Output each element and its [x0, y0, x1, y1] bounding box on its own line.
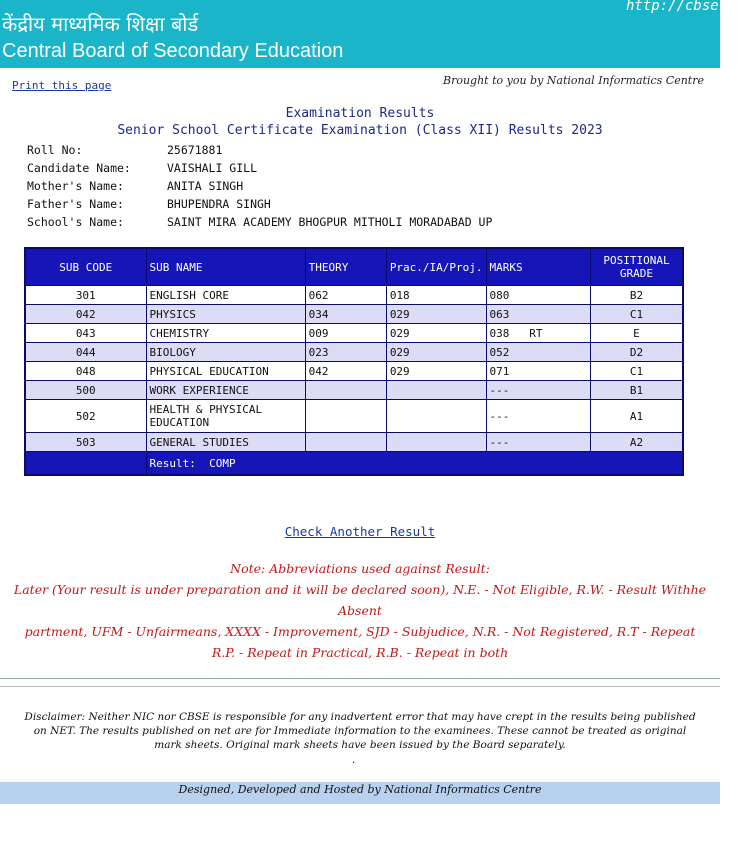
info-label: Mother's Name: [27, 179, 124, 193]
result-text: Result: COMP [146, 452, 683, 476]
marks-table [24, 247, 684, 476]
theory: 062 [305, 286, 386, 305]
note-line: Later (Your result is under preparation and it will be declared soon), N.E. - Not Eligible, R.W. - Result Withhe [13, 582, 707, 597]
prac [386, 381, 486, 400]
table-row [25, 305, 683, 324]
marks: --- [486, 381, 590, 400]
sub-code: 042 [25, 305, 146, 324]
theory [305, 381, 386, 400]
theory: 009 [305, 324, 386, 343]
info-row-school [27, 215, 492, 233]
table-row [25, 400, 683, 433]
abbreviations-note [0, 558, 740, 663]
disclaimer-text: Disclaimer: Neither NIC nor CBSE is responsible for any inadvertent error that may have crept in the results being published on NET. The results published on net are for Immediate information to the examinees. These cannot be treated as original mark sheets. Original mark sheets have been issued by the Board separately. [24, 711, 696, 751]
grade: E [590, 324, 683, 343]
sub-code: 043 [25, 324, 146, 343]
sub-name: WORK EXPERIENCE [146, 381, 305, 400]
result-row [25, 452, 683, 476]
prac: 029 [386, 324, 486, 343]
theory: 034 [305, 305, 386, 324]
prac: 029 [386, 362, 486, 381]
info-label: Roll No: [27, 143, 83, 157]
site-header [0, 0, 752, 68]
grade: C1 [590, 362, 683, 381]
info-value: VAISHALI GILL [167, 161, 258, 175]
sub-code: 048 [25, 362, 146, 381]
grade: D2 [590, 343, 683, 362]
header-grade: POSITIONAL GRADE [590, 248, 683, 286]
header-sub-name: SUB NAME [146, 248, 305, 286]
grade: B1 [590, 381, 683, 400]
prac: 029 [386, 305, 486, 324]
print-page-link[interactable]: Print this page [12, 79, 112, 92]
header-prac: Prac./IA/Proj. [386, 248, 486, 286]
info-value: SAINT MIRA ACADEMY BHOGPUR MITHOLI MORADABAD UP [167, 215, 493, 229]
info-label: Candidate Name: [27, 161, 131, 175]
table-row [25, 433, 683, 452]
result-spacer [25, 452, 146, 476]
sub-code: 502 [25, 400, 146, 433]
exam-title: Examination Results [285, 106, 435, 121]
exam-subtitle: Senior School Certificate Examination (Class XII) Results 2023 [117, 123, 603, 138]
sub-name: PHYSICAL EDUCATION [146, 362, 305, 381]
info-value: ANITA SINGH [167, 179, 244, 193]
english-title: Central Board of Secondary Education [2, 40, 344, 62]
sub-name: CHEMISTRY [146, 324, 305, 343]
grade: B2 [590, 286, 683, 305]
sub-code: 500 [25, 381, 146, 400]
marks: 038 RT [486, 324, 590, 343]
marks: 063 [486, 305, 590, 324]
theory [305, 433, 386, 452]
header-marks: MARKS [486, 248, 590, 286]
info-row-father [27, 197, 492, 215]
sub-name: PHYSICS [146, 305, 305, 324]
table-row [25, 343, 683, 362]
table-row [25, 381, 683, 400]
dot-mark: . [352, 755, 356, 766]
table-row [25, 324, 683, 343]
site-footer: Designed, Developed and Hosted by National Informatics Centre [0, 782, 720, 804]
note-title: Note: Abbreviations used against Result: [230, 561, 490, 576]
theory [305, 400, 386, 433]
sub-code: 503 [25, 433, 146, 452]
info-label: School's Name: [27, 215, 124, 229]
sub-name: BIOLOGY [146, 343, 305, 362]
grade: A1 [590, 400, 683, 433]
table-row [25, 286, 683, 305]
sub-name: HEALTH & PHYSICAL EDUCATION [146, 400, 305, 433]
marks: --- [486, 400, 590, 433]
prac [386, 433, 486, 452]
info-value: 25671881 [167, 143, 223, 157]
note-line: partment, UFM - Unfairmeans, XXXX - Improvement, SJD - Subjudice, N.R. - Not Registered, R.T - Repeat [24, 624, 696, 639]
info-row-name [27, 161, 492, 179]
prac: 029 [386, 343, 486, 362]
info-label: Father's Name: [27, 197, 124, 211]
marks: 080 [486, 286, 590, 305]
theory: 042 [305, 362, 386, 381]
info-row-roll [27, 143, 492, 161]
theory: 023 [305, 343, 386, 362]
info-value: BHUPENDRA SINGH [167, 197, 271, 211]
hindi-title: केंद्रीय माध्यमिक शिक्षा बोर्ड [2, 12, 199, 36]
candidate-info [27, 143, 492, 233]
note-line: Absent [338, 603, 382, 618]
note-line: R.P. - Repeat in Practical, R.B. - Repeat in both [211, 645, 509, 660]
sub-name: GENERAL STUDIES [146, 433, 305, 452]
grade: C1 [590, 305, 683, 324]
marks: --- [486, 433, 590, 452]
grade: A2 [590, 433, 683, 452]
url-text: http://cbseresu [626, 0, 752, 14]
marks: 052 [486, 343, 590, 362]
sub-code: 044 [25, 343, 146, 362]
prac: 018 [386, 286, 486, 305]
marks: 071 [486, 362, 590, 381]
header-sub-code: SUB CODE [25, 248, 146, 286]
prac [386, 400, 486, 433]
sub-code: 301 [25, 286, 146, 305]
divider [0, 678, 720, 679]
info-row-mother [27, 179, 492, 197]
header-theory: THEORY [305, 248, 386, 286]
brought-by-text: Brought to you by National Informatics Centre [442, 74, 704, 87]
divider [0, 686, 720, 687]
check-another-result-link[interactable]: Check Another Result [284, 524, 436, 539]
table-header-row [25, 248, 683, 286]
table-row [25, 362, 683, 381]
sub-name: ENGLISH CORE [146, 286, 305, 305]
